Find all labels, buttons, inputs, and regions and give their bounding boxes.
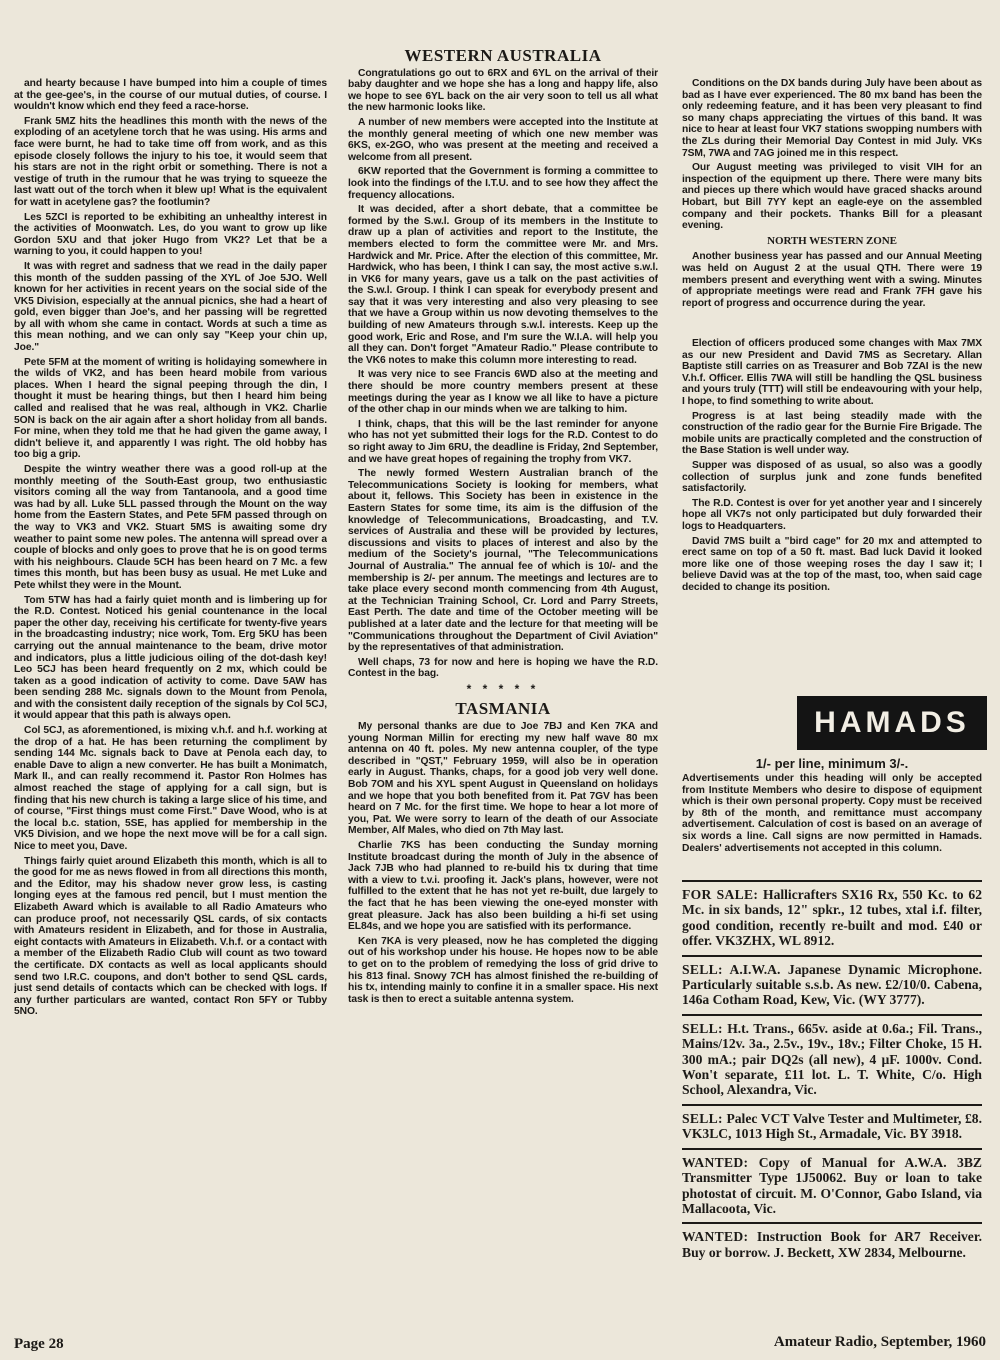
paragraph: Les 5ZCI is reported to be exhibiting an unhealthy interest in the activities of Moonwatch. Les, do you want to grow up like Gordon 5XU and that joker Hugo from VK2? Let that be a warning to you, it could happen to you! [14,211,327,258]
ad-lead: SELL: [682,1020,723,1036]
paragraph: 6KW reported that the Government is forming a committee to look into the findings of the I.T.U. and to see how they affect the frequency allocations. [348,166,658,201]
classified-ad [682,1104,982,1148]
paragraph: It was with regret and sadness that we read in the daily paper this month of the sudden passing of the XYL of Joe 5JO. Well known for her activities in recent years on the social side of the VK5 Division, especially at the annual picnics, she had a heart of gold, even bigger than Joe's, and her passing will be regretted by all with whom she came in contact. Words at such a time as this mean nothing, and we can only say "Keep your chin up, Joe." [14,260,327,354]
paragraph: Election of officers produced some changes with Max 7MX as our new President and David 7MS as Secretary. Allan Baptiste still carries on as Treasurer and Bob 7ZAI is the new V.h.f. Officer. Ellis 7WA will still be handling the QSL business and yours truly (TTT) will still be endeavouring with your help, I hope, to find something to write about. [682,338,982,407]
paragraph: Supper was disposed of as usual, so also was a goodly collection of surplus junk and zone funds benefited satisfactorily. [682,459,982,495]
ad-text: A.I.W.A. Japanese Dynamic Microphone. Particularly suitable s.s.b. As new. £2/10/0. Cabena, 146a Cotham Road, Kew, Vic. (WY 3777). [682,961,982,1008]
paragraph: Despite the wintry weather there was a good roll-up at the monthly meeting of the South-East group, two enthusiastic visitors coming all the way from Tantanoola, and a good time was had by all. Luke 5LL passed through the Mount on the way home from the Eastern States, and Pete 5FM passed through on the way to VK3 and VK2. Stuart 5MS is awaiting some dry weather to paint some new poles. The antenna will spread over a couple of blocks and only goes to prove that he is on good terms with his neighbours. Claude 5CH has been heard on 7 Mc. a few times this month, but has been busy as usual. He met Luke and Pete whilst they were in the Mount. [14,464,327,591]
paragraph: Pete 5FM at the moment of writing is holidaying somewhere in the wilds of VK2, and has been heard mobile from various places. When I heard the signal peeping through the din, I thought it must be hearing things, but then I heard him being called and realised that he was real, although in VK2. Charlie 5ON is back on the air again after a short holiday from all bands. For mine, when they told me that he had given the game away, I didn't believe it, and apparently I was right. The old hobby has too big a grip. [14,356,327,461]
paragraph: Frank 5MZ hits the headlines this month with the news of the exploding of an acetylene torch that he was using. His arms and face were burnt, he had to take time off from work, and as this episode closely follows the injury to his toe, it would seem that his stars are not in the right orbit or something. There is not a vestige of truth in the rumour that he was trying to squeeze the last watt out of the torch when it blew up! What is the equivalent for watt in acetylene gas? the footlumin? [14,115,327,208]
paragraph: Tom 5TW has had a fairly quiet month and is limbering up for the R.D. Contest. Noticed his genial countenance in the local paper the other day, receiving his certificate for twenty-five years in the broadcasting industry; nice work, Tom. Erg 5KU has been carrying out the annual maintenance to the beam, drive motor and indicators, plus a little judicious oiling of the dot-dash key! Leo 5CJ has been heard frequently on 2 mx, which could be taken as a good indication of activity to come. Dave 5AW has been sending 288 Mc. signals down to the Mount from Penola, and with the consistent daily reception of the signals by Col 5CJ, it would appear that this path is always open. [14,594,327,722]
column-3-upper [682,78,982,324]
paragraph: David 7MS built a "bird cage" for 20 mx and attempted to erect same on top of a 50 ft. mast. Bad luck David it looked more like one of those weeping roses the day I saw it; I believe David was at the top of the mast, too, when said cage decided to change its position. [682,535,982,593]
paragraph: Ken 7KA is very pleased, now he has completed the digging out of his workshop under his house. He hopes now to be able to get on to the problem of remedying the loss of grid drive to his 813 final. Snowy 7CH has almost finished the re-building of his tx, intending mainly to confine it in a smaller space. His next task is then to erect a suitable antenna system. [348,935,658,1005]
paragraph: A number of new members were accepted into the Institute at the monthly general meeting of which one new member was 6KS, ex-2GO, who was present at the meeting and received a welcome from all present. [348,116,658,163]
hamads-intro: Advertisements under this heading will only be accepted from Institute Members who desire to dispose of equipment which is their own personal property. Copy must be received by 8th of the month, and remittance must accompany advertisement. Calculation of cost is based on an average of six words a line. Call signs are now permitted in Hamads. Dealers' advertisements not accepted in this column. [682,773,982,854]
column-3-lower [682,338,982,678]
paragraph: Progress is at last being steadily made with the construction of the radio gear for the Burnie Fire Brigade. The mobile units are practically completed and the construction of the Base Station is well under way. [682,410,982,457]
subheading-north-western-zone: NORTH WESTERN ZONE [767,234,897,247]
ad-text: Palec VCT Valve Tester and Multimeter, £8. VK3LC, 1013 High St., Armadale, Vic. BY 3918. [682,1110,982,1142]
section-heading-tasmania: TASMANIA [455,699,551,719]
paragraph: It was very nice to see Francis 6WD also at the meeting and there should be more country members present at these meetings during the year as I know we all like to have a picture of the other chap in our minds when we are talking to him. [348,369,658,416]
column-1 [14,78,327,1324]
paragraph: My personal thanks are due to Joe 7BJ and Ken 7KA and young Norman Millin for erecting my new half wave 80 mx antenna on 40 ft. poles. My new antenna coupler, of the type described in "QST," February 1959, will also be in operation early in August. Thanks, chaps, for a good job very well done. Bob 7OM and his XYL spent August in Queensland on holidays and we hope that you both benefited from it. Pat 7GV has been heard on 7 Mc. for the first time. We hope to hear a lot more of you, Pat. We were sorry to learn of the death of our Associate Member, Alf Males, who died on 7th May last. [348,721,658,837]
paragraph: I think, chaps, that this will be the last reminder for anyone who has not yet submitted their logs for the R.D. Contest to do so right away to Jim 6RU, the deadline is Friday, 2nd September, and we have great hopes of regaining the trophy from VK7. [348,418,658,465]
classified-ad [682,1222,982,1266]
classified-ads [682,880,982,1266]
paragraph: Col 5CJ, as aforementioned, is mixing v.h.f. and h.f. working at the drop of a hat. He has been returning the compliment by sending 144 Mc. signals back to Dave at Penola each day, to enable Dave to align a new converter. He has built a Monimatch, Mark II., and can really recommend it. Pastor Ron Holmes has almost reached the stage of applying for a call sign, but is finding that his new church is taking a large slice of his time, and of course, "First things must come First." Dave Wood, who is at the local b.c. station, 5SE, has applied for membership in the VK5 Division, and we hope the next move will be for a call sign. Nice to meet you, Dave. [14,725,327,852]
ad-lead: SELL: [682,1110,723,1126]
page-number: Page 28 [14,1336,64,1352]
paragraph: Congratulations go out to 6RX and 6YL on the arrival of their baby daughter and we hope she has a long and happy life, also we hope to see 6YL back on the air very soon to tell us all what the new harmonic looks like. [348,67,658,114]
column-2 [348,50,658,1325]
ad-text: Hallicrafters SX16 Rx, 550 Kc. to 62 Mc. in six bands, 12" spkr., 12 tubes, xtal i.f. filter, good condition, recently re-built and mod. £40 or offer. VK3ZHX, WL 8912. [682,887,982,949]
paragraph: Our August meeting was privileged to visit VIH for an inspection of the equipment up there. There were many bits and pieces up there which would have graced shacks around Hobart, but Bill 7YY kept an eagle-eye on the assembled company and their pockets. Thanks Bill for a pleasant evening. [682,162,982,232]
paragraph: Another business year has passed and our Annual Meeting was held on August 2 at the usual QTH. There were 19 members present and everything went with a swing. Minutes of appropriate meetings were read and Frank 7FH gave his report of progress and occurrence during the year. [682,251,982,309]
paragraph: Well chaps, 73 for now and here is hoping we have the R.D. Contest in the bag. [348,656,658,680]
ad-lead: WANTED: [682,1229,749,1245]
ad-lead: SELL: [682,961,723,977]
paragraph: Things fairly quiet around Elizabeth this month, which is all to the good for me as news flowed in from all directions this month, and the Editor, may his shadow never grow less, is casting longing eyes at the famous red pencil, but I must mention the Elizabeth Award which is available to all Radio Amateurs who can produce proof, not necessarily QSL cards, of six contacts with Amateurs resident in Elizabeth, and for those in Australia, eight contacts with Amateurs in Elizabeth. V.h.f. or a contact with a member of the Elizabeth Radio Club will count as two toward the certificate. DX contacts as well as local applicants should send two I.R.C. coupons, and don't bother to send QSL cards, just send details of contacts which can be checked with logs. If any further particulars are wanted, contact Ron 5FY or Tubby 5NO. [14,855,327,1018]
ad-text: H.t. Trans., 665v. aside at 0.6a.; Fil. Trans., Mains/12v. 3a., 2.5v., 19v., 18v.; Filter Choke, 15 H. 300 mA.; pair DQ2s (all new), 4 µF. 1000v. Cond. Won't separate, £11 lot. L. T. White, C/o. High School, Alexandra, Vic. [682,1020,982,1098]
paragraph: Charlie 7KS has been conducting the Sunday morning Institute broadcast during the month of July in the absence of Jack 7JB who had planned to re-build his tx during that time with a view to t.v.i. proofing it. Jack's plans, however, were not fulfilled to the extent that he has not yet re-built, due largely to the fact that he has been viewing the one-eyed monster with great pleasure. Jack has also been building a hi-fi set using EL84s, and we hope you are satisfied with its performance. [348,840,658,933]
ad-lead: WANTED: [682,1154,749,1170]
paragraph: Conditions on the DX bands during July have been about as bad as I have ever experienced. The 80 mx band has been the only redeeming feature, and it has been very pleasant to find so many chaps appreciating the virtues of this band. It was nice to hear at least four VK7 stations swopping numbers with the ZLs during their Memorial Day Contest in mid July. VKs 7SM, 7WA and 7AG joined me in this respect. [682,78,982,159]
paragraph: The R.D. Contest is over for yet another year and I sincerely hope all VK7s not only participated but duly forwarded their logs to Headquarters. [682,497,982,532]
section-separator: * * * * * [466,681,540,696]
classified-ad [682,880,982,955]
classified-ad [682,955,982,1014]
ad-lead: FOR SALE: [682,887,759,902]
ad-text: Instruction Book for AR7 Receiver. Buy or borrow. J. Beckett, XW 2834, Melbourne. [682,1229,982,1260]
hamads-banner: HAMADS [797,696,987,750]
paragraph: The newly formed Western Australian branch of the Telecommunications Society is looking for members, what about it, fellows. This Society has been in existence in the Eastern States for some time, its aim is the diffusion of the knowledge of Telecommunications, Broadcasting, and T.V. services of Australia and these will be provided by lectures, discussions and visits to places of interest and also by the medium of the Society's journal, "The Telecommunications Journal of Australia." The annual fee of which is 10/- and the membership is 2/- per annum. The meetings and lectures are to take place every second month commencing from 4th August, at the Technician Training School, Cr. Lord and Parry Streets, East Perth. The date and time of the October meeting will be published at a later date and the lecture for that meeting will be "Communications throughout the Department of Civil Aviation" by the representatives of that administration. [348,468,658,654]
paragraph: It was decided, after a short debate, that a committee be formed by the S.w.l. Group of its members in the Institute to draw up a plan of activities and report to the Institute, the members elected to form the committee were Mr. and Mrs. Hardwick and Mr. Price. After the election of this committee, Mr. Hardwick, who has been, I think I can say, the most active s.w.l. in VK6 for many years, gave us a talk on the past activities of the S.w.l. Group. I think I can speak for everybody present and say that it was very interesting and also very pleasing to see that we have a Group within us now devoting themselves to the building of new Amateurs through s.w.l. interests. Keep up the good work, Eric and Rose, and I'm sure the W.I.A. will help you all they can. Don't forget "Amateur Radio." Please contribute to the VK6 notes to make this column more interesting to read. [348,204,658,366]
paragraph: and hearty because I have bumped into him a couple of times at the gee-gee's, in the course of our mutual duties, of course. I wouldn't know which end they feed a race-horse. [14,78,327,113]
hamads-rate: 1/- per line, minimum 3/-. [755,756,909,771]
ad-text: Copy of Manual for A.W.A. 3BZ Transmitter Type 1J50062. Buy or loan to take photostat of circuit. M. O'Connor, Gabo Island, via Mallacoota, Vic. [682,1154,982,1216]
classified-ad [682,1014,982,1104]
publication-info: Amateur Radio, September, 1960 [773,1334,986,1350]
classified-ad [682,1148,982,1223]
section-heading-western-australia: WESTERN AUSTRALIA [404,50,602,65]
